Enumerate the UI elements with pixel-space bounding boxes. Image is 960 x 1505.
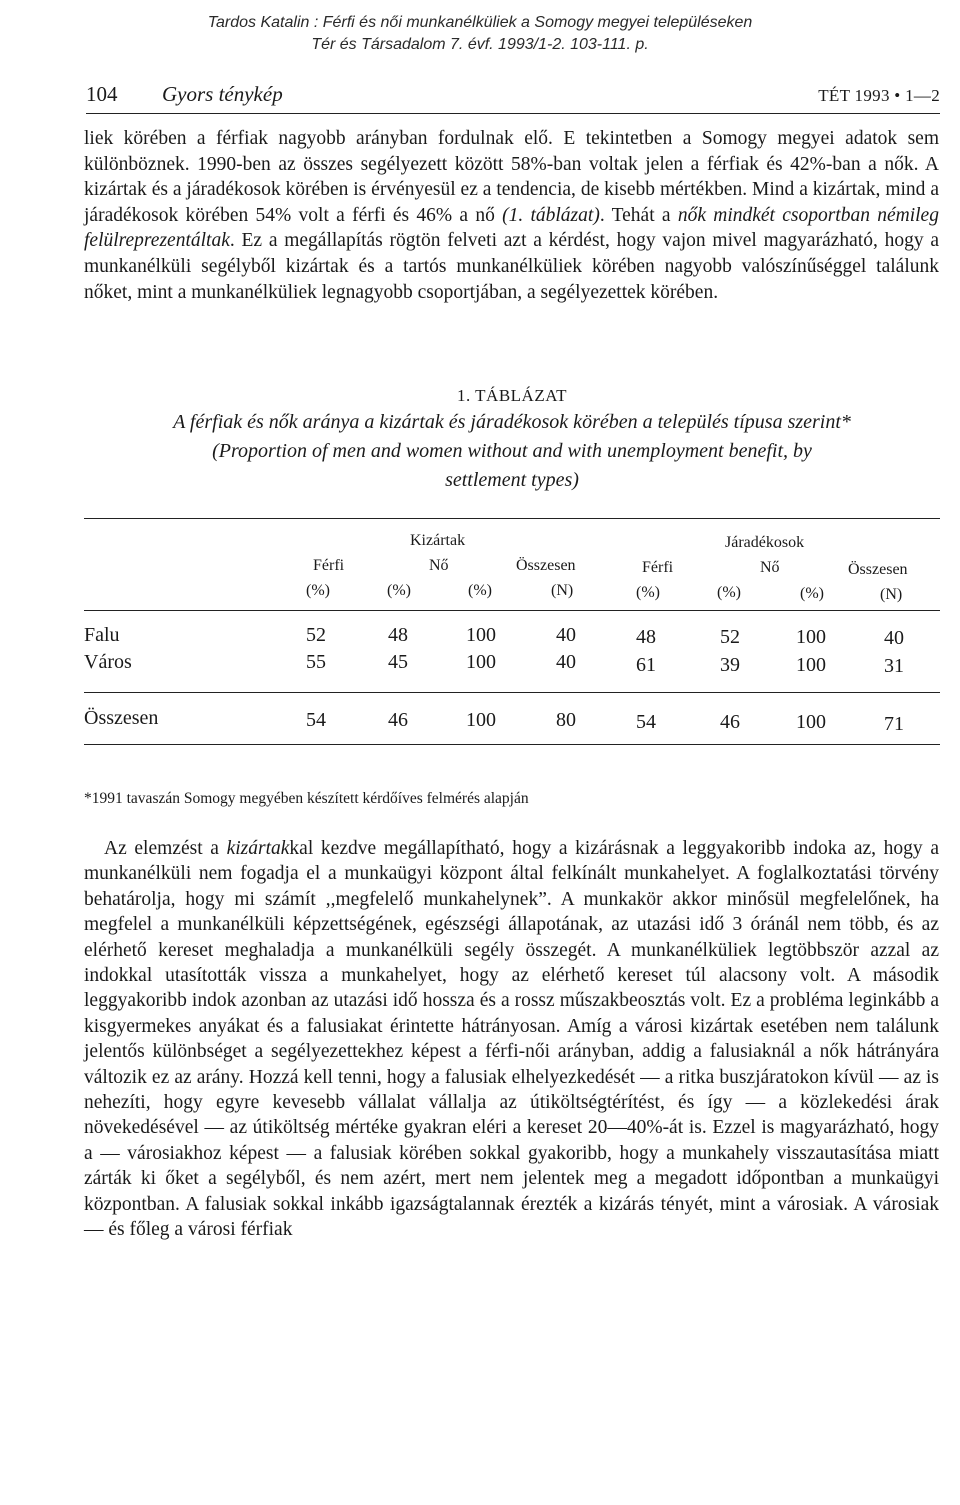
group-header-kizartak: Kizártak xyxy=(410,532,466,549)
header-rule xyxy=(86,113,940,114)
row-label: Város xyxy=(84,651,132,673)
col-unit: (%) xyxy=(636,584,660,601)
journal-reference: TÉT 1993 • 1—2 xyxy=(818,86,940,105)
paragraph-1-text-b: . Tehát a xyxy=(599,204,678,226)
paragraph-2-text-b: kal kezdve megállapítható, hogy a kizárásnak a leggyakoribb indoka az, hogy a munkanélküli nem fogadja el a munkaügyi központ által felkínált munkahelyet. A foglalkoztatási törvény behatárolja, hogy mi számít ,,megfelelő munkahelynek”. A munkakör akkor minősül megfelelőnek, ha megfelel a munkanélküli képzettségének, egészségi állapotának, az utazási idő 3 óránál nem több, és az elérhető kereset meghaladja a munkanélküli segély összegét. A munkanélküliek legtöbbször azzal az indokkal utasították vissza a munkahelyet, hogy az elérhető kereset túl alacsony volt. A második leggyakoribb indok azonban az utazási idő hossza és a rossz műszakbeosztás volt. Ez a probléma leginkább a kisgyermekes anyákat és a falusiakat érintette hátrányosan. Amíg a városi kizártak esetében nem találunk jelentős különbséget a segélyezettekhez képest a férfi-női arányban, addig a falusiaknál a nők hátrányára változik ez az arány. Hozzá kell tenni, hogy a falusiak elhelyezkedését — a ritka buszjáratokon kívül — az is nehezíti, hogy egyre kevesebb vállalat vállalja az útiköltségtérítést, és így — a közlekedési árak növekedésével — az útiköltség mértéke gyakran eléri a kereset 20—40%-át is. Ezzel is magyarázható, hogy a — városiakhoz képest — a falusiak körében sokkal gyakoribb, hogy a munkahely visszautasítása miatt zárták ki őket a segélyből, és nem azért, mert nem jelentek meg a megadott időpontban a munkaügyi központban. A falusiak sokkal inkább igazságtalannak érezték a kizárás tényét, mint a városiak. A városiak — és főleg a városi férfiak xyxy=(84,838,939,1241)
col-label: Nő xyxy=(429,557,449,574)
section-title: Gyors ténykép xyxy=(162,82,283,106)
paragraph-2-emphasis: kizártak xyxy=(226,838,290,859)
paragraph-1-emphasis: nők mindkét csoportban némileg felülreprezentáltak xyxy=(84,204,939,252)
table-cell: 52 xyxy=(306,624,326,646)
table-cell: 54 xyxy=(306,709,326,731)
table-cell: 40 xyxy=(884,627,904,649)
col-unit: (%) xyxy=(800,585,824,602)
col-label: Férfi xyxy=(313,557,345,574)
table-cell: 48 xyxy=(636,626,656,648)
col-unit: (%) xyxy=(306,582,330,599)
col-unit: (%) xyxy=(468,582,492,599)
table-reference: (1. táblázat) xyxy=(502,204,600,226)
col-label: Férfi xyxy=(642,559,674,576)
table-cell: 55 xyxy=(306,651,326,673)
table-number: 1. TÁBLÁZAT xyxy=(456,386,567,405)
table-title-line-2: (Proportion of men and women without and with unemployment benefit, by xyxy=(212,440,812,462)
row-label: Falu xyxy=(84,624,120,646)
col-unit: (%) xyxy=(387,582,411,599)
table-cell: 46 xyxy=(388,709,408,731)
col-label: Nő xyxy=(760,559,780,576)
running-head xyxy=(86,82,940,110)
table-caption xyxy=(0,384,960,495)
table-cell: 54 xyxy=(636,711,656,733)
table-cell: 100 xyxy=(466,709,496,731)
col-label: Összesen xyxy=(848,561,908,578)
table-cell: 80 xyxy=(556,709,576,731)
group-header-jaradekosok: Járadékosok xyxy=(725,534,805,551)
table-cell: 100 xyxy=(796,711,826,733)
page-number: 104 xyxy=(86,82,118,106)
citation-header xyxy=(0,12,960,56)
citation-line-2: Tér és Társadalom 7. évf. 1993/1-2. 103-111. p. xyxy=(311,36,649,53)
paragraph-1-text-a: liek körében a férfiak nagyobb arányban fordulnak elő. E tekintetben a Somogy megyei adatok sem különböznek. 1990-ben az összes segélyezett között 58%-ban voltak jelen a férfiak és 42%-ban a nők. A kizártak és a járadékosok körében is érvényesül ez a tendencia, de kisebb mértékben. Mind a kizártak, mind a járadékosok körében 54% volt a férfi és 46% a nő xyxy=(84,128,939,226)
table-bottom-rule xyxy=(84,744,940,745)
table-footnote: *1991 tavaszán Somogy megyében készített kérdőíves felmérés alapján xyxy=(84,790,529,807)
table-cell: 40 xyxy=(556,624,576,646)
table-title-line-1: A férfiak és nők aránya a kizártak és járadékosok körében a település típusa szerint* xyxy=(173,411,851,433)
paragraph-2-text-a: Az elemzést a xyxy=(104,838,227,859)
table-cell: 100 xyxy=(796,654,826,676)
table-header-rule xyxy=(84,610,940,611)
col-unit: (N) xyxy=(880,586,903,603)
table-cell: 39 xyxy=(720,654,740,676)
table-cell: 61 xyxy=(636,654,656,676)
table-top-rule xyxy=(84,518,940,519)
table-title-line-3: settlement types) xyxy=(445,469,579,491)
table-cell: 46 xyxy=(720,711,740,733)
table-cell: 100 xyxy=(796,626,826,648)
table-cell: 31 xyxy=(884,655,904,677)
table-cell: 48 xyxy=(388,624,408,646)
table-total-rule xyxy=(84,692,940,693)
col-label: Összesen xyxy=(516,557,576,574)
table-cell: 100 xyxy=(466,624,496,646)
table-cell: 40 xyxy=(556,651,576,673)
table-cell: 100 xyxy=(466,651,496,673)
table-cell: 45 xyxy=(388,651,408,673)
col-unit: (%) xyxy=(717,584,741,601)
table-cell: 52 xyxy=(720,626,740,648)
table-cell: 71 xyxy=(884,713,904,735)
row-label: Összesen xyxy=(84,707,159,729)
paragraph-1 xyxy=(84,126,939,305)
col-unit: (N) xyxy=(551,582,574,599)
paragraph-1-text-c: . Ez a megállapítás rögtön felveti azt a kérdést, hogy vajon mivel magyarázható, hogy a munkanélküli segélyből kizártak és a tartós munkanélküliek körében nagyobb valószínűséggel találunk nőket, mint a munkanélküliek legnagyobb csoportjában, a segélyezettek körében. xyxy=(84,230,939,303)
citation-line-1: Tardos Katalin : Férfi és női munkanélküliek a Somogy megyei településeken xyxy=(207,14,753,31)
paragraph-2 xyxy=(84,836,939,1243)
